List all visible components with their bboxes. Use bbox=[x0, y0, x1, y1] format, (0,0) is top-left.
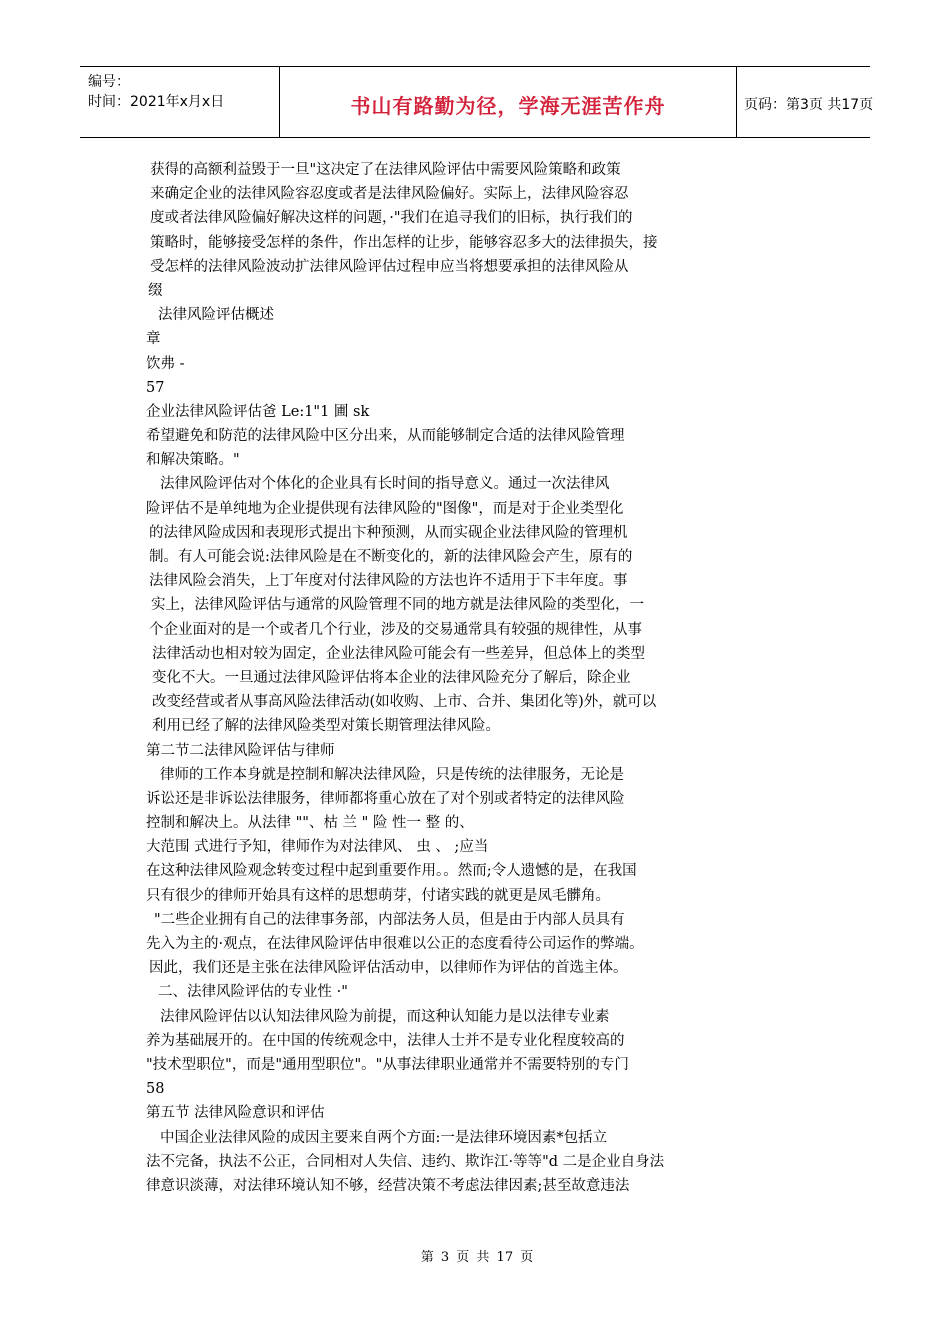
text-line: 法律风险评估对个体化的企业具有长时间的指导意义。通过一次法律风 bbox=[160, 476, 610, 493]
page-footer bbox=[0, 1246, 950, 1265]
footer-page-number: 第 3 页 共 17 页 bbox=[420, 1250, 534, 1265]
text-line: 实上，法律风险评估与通常的风险管理不同的地方就是法律风险的类型化，一 bbox=[151, 597, 644, 614]
text-line: 57 bbox=[146, 379, 165, 396]
text-line: 章 bbox=[146, 331, 161, 348]
document-time-label: 时间：2021年x月x日 bbox=[88, 94, 225, 110]
text-line: "二些企业拥有自己的法律事务部，内部法务人员，但是由于内部人员具有 bbox=[154, 911, 625, 928]
text-line: 法律风险评估以认知法律风险为前提，而这种认知能力是以法律专业素 bbox=[160, 1008, 610, 1025]
text-line: 来确定企业的法律风险容忍度或者是法律风险偏好。实际上，法律风险容忍 bbox=[150, 186, 629, 203]
document-number-label: 编号： bbox=[88, 74, 130, 90]
text-line: 策略时，能够接受怎样的条件，作出怎样的让步，能够容忍多大的法律损失，接 bbox=[150, 234, 658, 251]
text-line: 度或者法律风险偏好解决这样的问题，·"我们在追寻我们的旧标，执行我们的 bbox=[150, 210, 633, 227]
text-line: 法律风险评估概述 bbox=[158, 307, 274, 324]
text-line: 律师的工作本身就是控制和解决法律风险，只是传统的法律服务，无论是 bbox=[160, 766, 624, 783]
text-line: 律意识淡薄，对法律环境认知不够，经营决策不考虑法律因素;甚至故意违法 bbox=[146, 1177, 630, 1194]
header-meta bbox=[80, 67, 280, 137]
text-line: 获得的高额利益毁于一旦"这决定了在法律风险评估中需要风险策略和政策 bbox=[150, 162, 621, 178]
text-line: 希望避免和防范的法律风险中区分出来，从而能够制定合适的法律风险管理 bbox=[146, 428, 625, 445]
text-line: 二、法律风险评估的专业性 ·" bbox=[158, 984, 348, 1001]
text-line: 法律风险会消失，上丁年度对付法律风险的方法也许不适用于下丰年度。事 bbox=[149, 573, 628, 590]
text-line: 第五节 法律风险意识和评估 bbox=[146, 1105, 325, 1122]
text-line: 第二节二法律风险评估与律师 bbox=[146, 742, 335, 759]
text-line: 受怎样的法律风险波动扩法律风险评估过程申应当将想要承担的法律风险从 bbox=[150, 258, 629, 275]
text-line: 法不完备，执法不公正，合同相对人失信、违约、欺诈江·等等"d 二是企业自身法 bbox=[146, 1153, 665, 1170]
document-body bbox=[146, 158, 746, 1198]
text-line: 58 bbox=[146, 1081, 165, 1098]
text-line: 和解决策略。" bbox=[146, 452, 240, 469]
text-line: 利用已经了解的法律风险类型对策长期管理法律风险。 bbox=[152, 718, 500, 735]
text-line: 企业法律风险评估爸 Le:1"1 圃 sk bbox=[146, 403, 370, 420]
text-line: 大范围 式进行予知，律师作为对法律风、 虫 、 ;应当 bbox=[146, 839, 489, 856]
text-line: 因此，我们还是主张在法律风险评估活动申，以律师作为评估的首选主体。 bbox=[149, 960, 628, 977]
text-line: 法律活动也相对较为固定，企业法律风险可能会有一些差异，但总体上的类型 bbox=[152, 645, 645, 662]
text-line: 个企业面对的是一个或者几个行业，涉及的交易通常具有较强的规律性，从事 bbox=[149, 621, 642, 638]
text-line: "技术型职位"，而是"通用型职位"。"从事法律职业通常并不需要特别的专门 bbox=[146, 1056, 629, 1073]
text-line: 险评估不是单纯地为企业提供现有法律风险的"图像"，而是对于企业类型化 bbox=[146, 500, 624, 517]
header-page-info: 页码：第3页 共17页 bbox=[744, 97, 874, 113]
page-header bbox=[80, 66, 874, 138]
text-line: 养为基础展开的。在中国的传统观念中，法律人士并不是专业化程度较高的 bbox=[146, 1032, 625, 1049]
text-line: 控制和解决上。从法律 ""、枯 兰 " 险 性一 整 的、 bbox=[146, 815, 474, 832]
text-line: 饮弗 - bbox=[146, 355, 185, 372]
text-line: 在这种法律风险观念转变过程中起到重要作用。。然而;令人遗憾的是，在我国 bbox=[146, 863, 637, 880]
text-line: 缀 bbox=[148, 282, 163, 299]
header-motto: 书山有路勤为径，学海无涯苦作舟 bbox=[350, 93, 666, 118]
text-line: 先入为主的·观点，在法律风险评估申很难以公正的态度看待公司运作的弊端。 bbox=[146, 936, 644, 952]
header-motto-cell bbox=[280, 67, 737, 137]
text-line: 改变经营或者从事高风险法律活动(如收购、上市、合并、集团化等)外，就可以 bbox=[152, 694, 657, 711]
text-line: 中国企业法律风险的成因主要来自两个方面:一是法律环境因素*包括立 bbox=[160, 1129, 608, 1146]
text-line: 变化不大。一旦通过法律风险评估将本企业的法律风险充分了解后，除企业 bbox=[152, 669, 631, 686]
text-line: 的法律风险成因和表现形式提出卞种预测，从而实砚企业法律风险的管理机 bbox=[149, 524, 628, 541]
text-line: 只有很少的律师开始具有这样的思想萌芽，付诸实践的就更是凤毛髒角。 bbox=[146, 887, 610, 904]
text-line: 制。有人可能会说:法律风险是在不断变化的，新的法律风险会产生，原有的 bbox=[149, 549, 633, 565]
text-line: 诉讼还是非诉讼法律服务，律师都将重心放在了对个别或者特定的法律风险 bbox=[146, 790, 625, 807]
